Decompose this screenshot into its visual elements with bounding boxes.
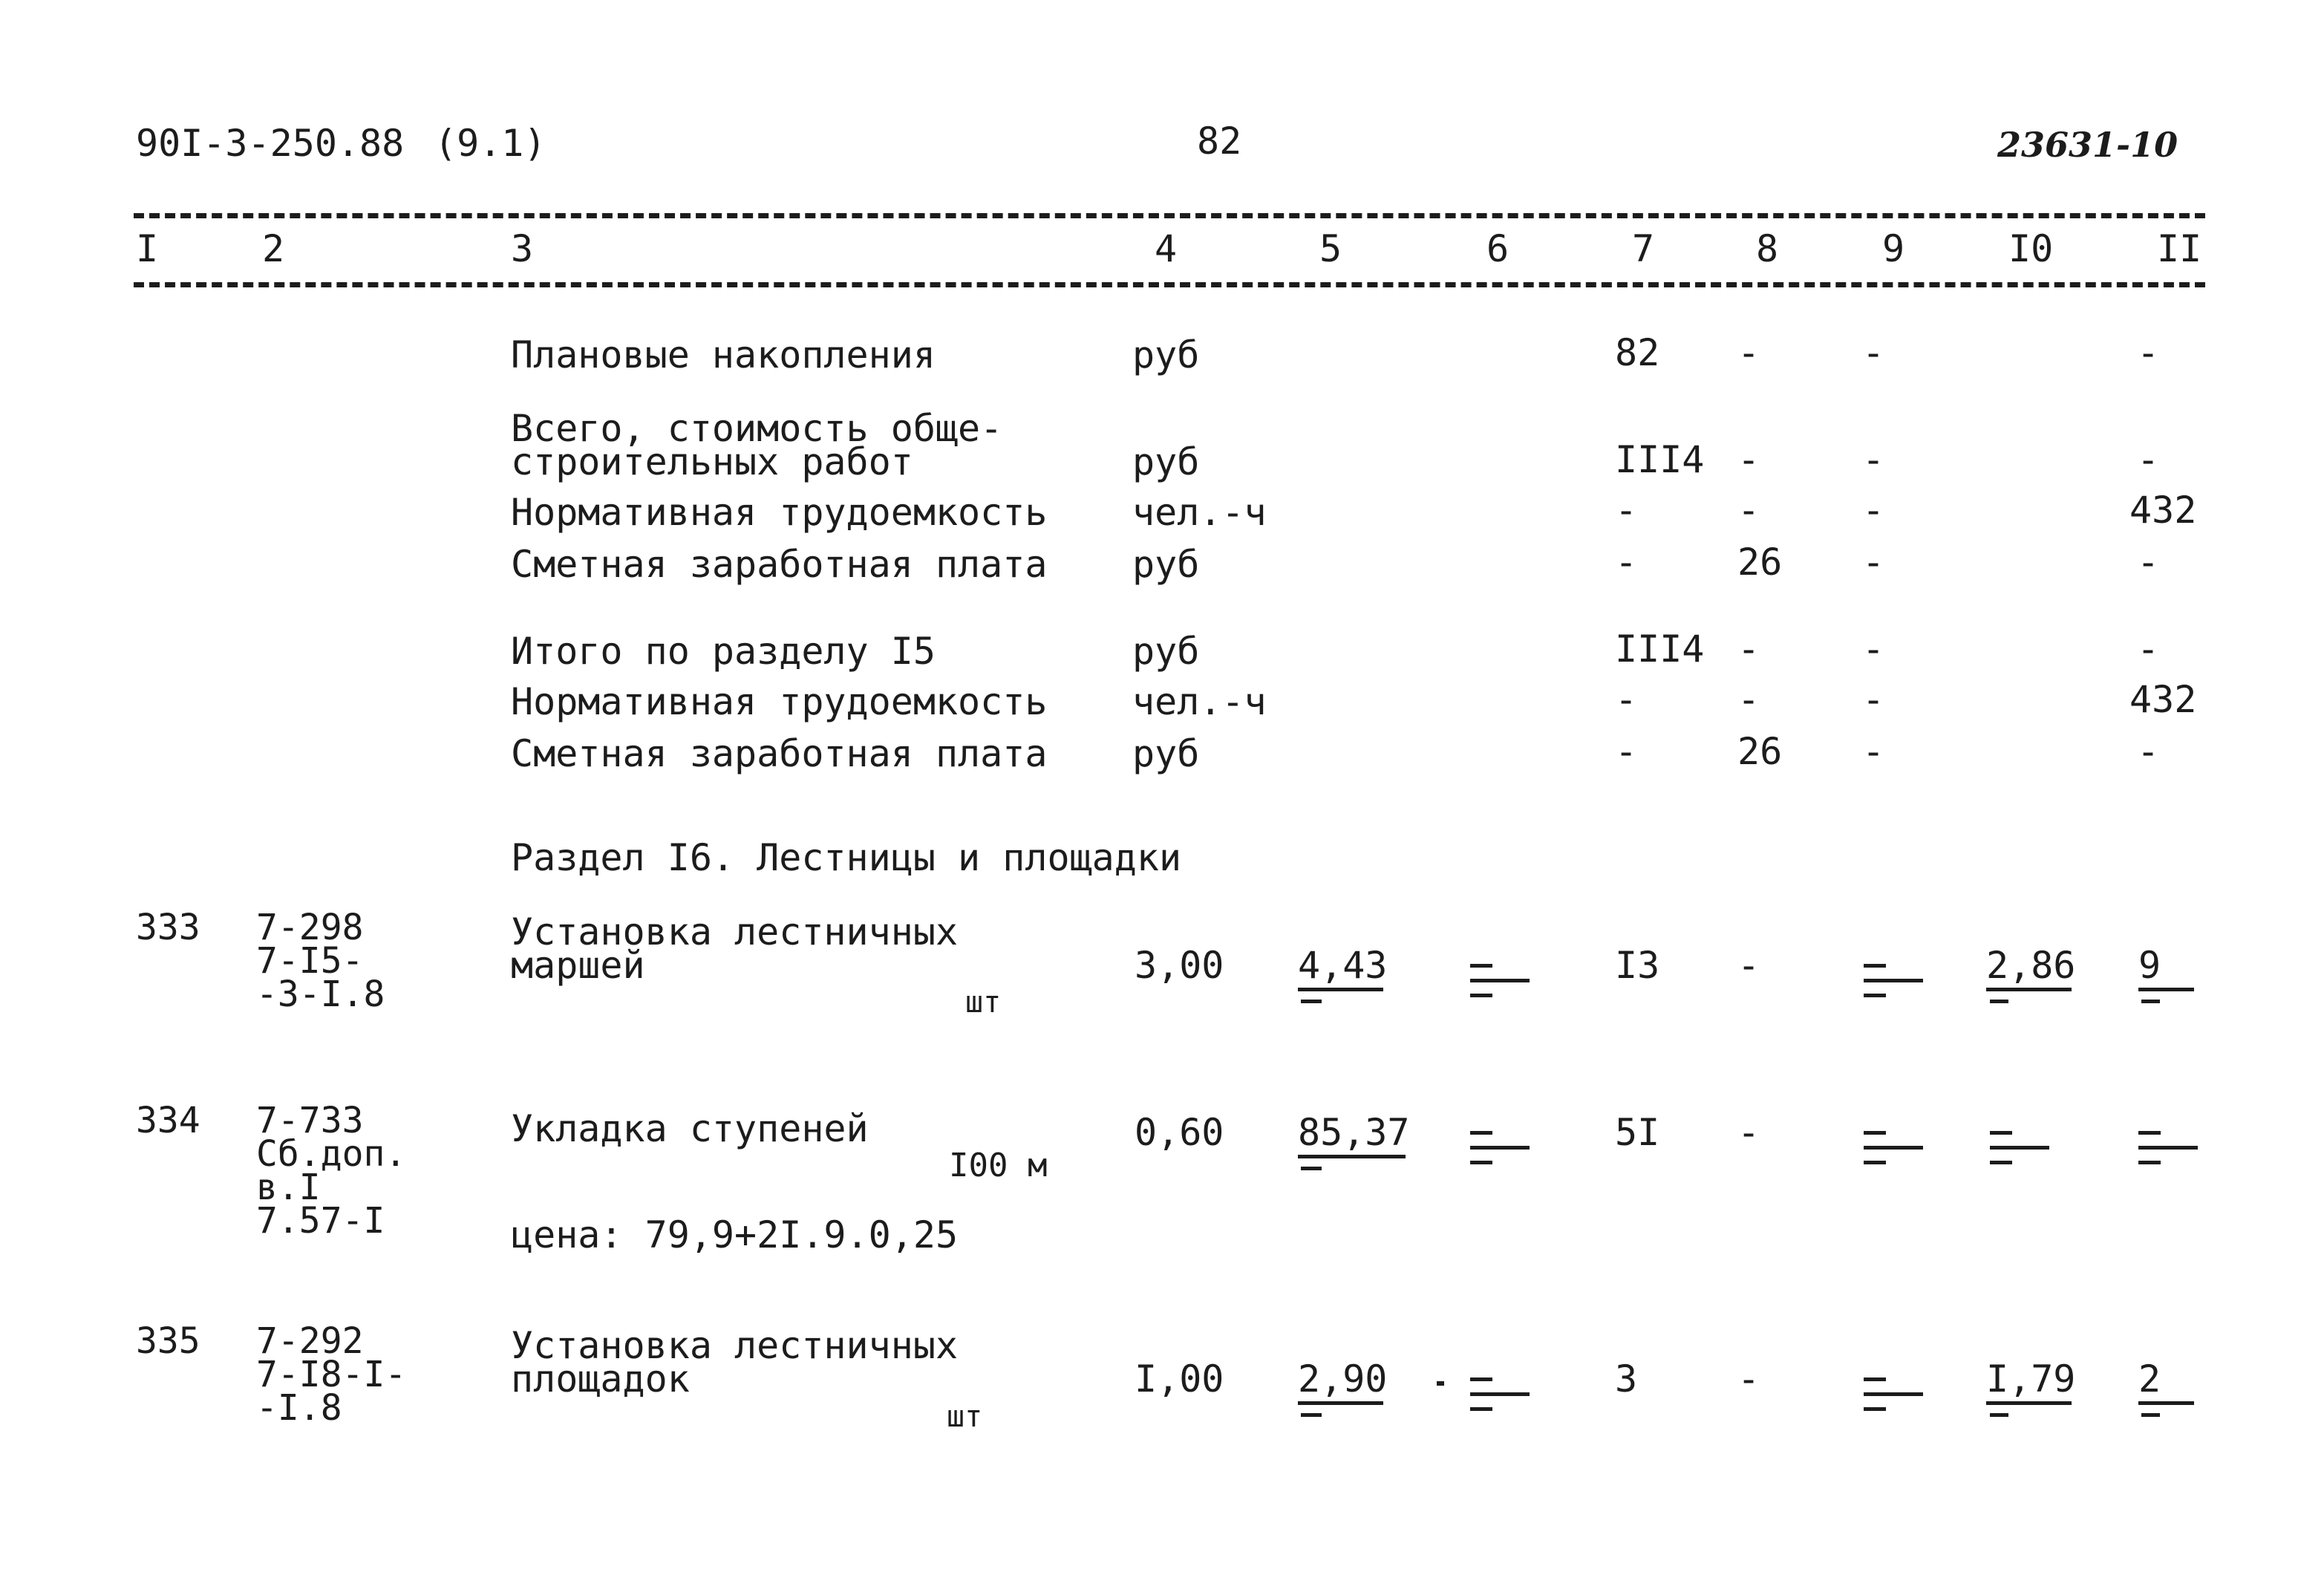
summary-unit: руб [1132, 543, 1200, 586]
column-header: 2 [262, 227, 285, 270]
summary-unit: чел.-ч [1132, 491, 1267, 534]
summary-unit: чел.-ч [1132, 680, 1267, 723]
dash-mark [1864, 1161, 1886, 1164]
row-unit-price: 85,37 [1298, 1111, 1410, 1154]
summary-unit: руб [1132, 440, 1200, 483]
dash-mark [1864, 1407, 1886, 1411]
dash-mark [1470, 1146, 1530, 1150]
dash-mark [1990, 1146, 2049, 1150]
summary-label: Всего, стоимость обще- [511, 407, 1003, 450]
dash-mark [1864, 964, 1886, 968]
underline-mark [1301, 1167, 1322, 1170]
summary-col8: - [1737, 489, 1760, 532]
summary-col11: - [2137, 627, 2160, 671]
summary-col7: III4 [1615, 627, 1705, 671]
row-code: 7.57-I [256, 1200, 385, 1242]
header-top-rule [134, 213, 2205, 218]
row-unit-price: 4,43 [1298, 944, 1388, 987]
column-header: 7 [1632, 227, 1655, 270]
dash-mark [1470, 1378, 1492, 1381]
stray-dot [1437, 1381, 1444, 1386]
underline-mark [1990, 1413, 2008, 1417]
summary-label: Нормативная трудоемкость [511, 680, 1048, 723]
handwritten-stamp: 23631-10 [1997, 125, 2178, 165]
summary-label: Сметная заработная плата [511, 732, 1048, 775]
dash-mark [1864, 979, 1923, 982]
row-number: 334 [136, 1100, 200, 1141]
header-bottom-rule [134, 282, 2205, 287]
row-code: 7-I5- [256, 940, 364, 982]
summary-col7: III4 [1615, 438, 1705, 481]
row-name: Установка лестничных [511, 910, 959, 953]
row-code: 7-298 [256, 907, 364, 948]
row-code: 7-292 [256, 1320, 364, 1362]
summary-col7: - [1615, 489, 1638, 532]
row-quantity: 0,60 [1135, 1111, 1224, 1154]
summary-label: Сметная заработная плата [511, 543, 1048, 586]
dash-mark [1470, 1131, 1492, 1135]
dash-mark [1470, 979, 1530, 982]
underline-mark [2138, 1401, 2194, 1405]
underline-mark [1986, 1401, 2072, 1405]
row-name: площадок [511, 1357, 690, 1401]
dash-mark [1990, 1131, 2012, 1135]
summary-col11: - [2137, 730, 2160, 773]
column-header: I [136, 227, 159, 270]
underline-mark [1301, 1000, 1322, 1003]
column-header: II [2157, 227, 2202, 270]
column-header: 3 [511, 227, 534, 270]
row-col8: - [1737, 1357, 1760, 1401]
summary-col11: - [2137, 331, 2160, 374]
summary-col11: 432 [2129, 678, 2197, 721]
summary-col9: - [1862, 627, 1885, 671]
summary-col9: - [1862, 331, 1885, 374]
row-unit: шт [965, 985, 1002, 1020]
summary-unit: руб [1132, 333, 1200, 376]
summary-col8: - [1737, 627, 1760, 671]
summary-col8: - [1737, 331, 1760, 374]
row-col10: I,79 [1986, 1357, 2076, 1401]
dash-mark [1470, 964, 1492, 968]
underline-mark [2141, 1000, 2160, 1003]
column-header: 8 [1756, 227, 1779, 270]
row-unit: I00 м [949, 1147, 1048, 1184]
row-unit-price: 2,90 [1298, 1357, 1388, 1401]
dash-mark [2138, 1161, 2161, 1164]
dash-mark [2138, 1131, 2161, 1135]
underline-mark [1298, 988, 1383, 991]
row-col11: 9 [2138, 944, 2161, 987]
page-number: 82 [1197, 120, 1242, 163]
row-total: 3 [1615, 1357, 1638, 1401]
dash-mark [1864, 994, 1886, 997]
underline-mark [1986, 988, 2072, 991]
summary-col7: - [1615, 678, 1638, 721]
underline-mark [1298, 1155, 1406, 1158]
row-col10: 2,86 [1986, 944, 2076, 987]
underline-mark [1298, 1401, 1383, 1405]
dash-mark [1470, 1161, 1492, 1164]
row-quantity: 3,00 [1135, 944, 1224, 987]
row-name: Укладка ступеней [511, 1107, 869, 1150]
underline-mark [2141, 1413, 2160, 1417]
row-total: I3 [1615, 944, 1660, 987]
row-number: 335 [136, 1320, 200, 1362]
dash-mark [1470, 1392, 1530, 1396]
column-header: I0 [2008, 227, 2054, 270]
row-code: 7-733 [256, 1100, 364, 1141]
summary-label: строительных работ [511, 440, 913, 483]
summary-unit: руб [1132, 732, 1200, 775]
summary-col11: - [2137, 438, 2160, 481]
column-header: 5 [1319, 227, 1342, 270]
dash-mark [2138, 1146, 2198, 1150]
dash-mark [1470, 994, 1492, 997]
row-col11: 2 [2138, 1357, 2161, 1401]
summary-label: Плановые накопления [511, 333, 936, 376]
row-price-note: цена: 79,9+2I.9.0,25 [511, 1213, 959, 1256]
summary-label: Нормативная трудоемкость [511, 491, 1048, 534]
column-header: 9 [1882, 227, 1905, 270]
dash-mark [1864, 1146, 1923, 1150]
summary-col11: - [2137, 541, 2160, 584]
summary-col9: - [1862, 541, 1885, 584]
summary-col9: - [1862, 678, 1885, 721]
row-total: 5I [1615, 1111, 1660, 1154]
row-code: 7-I8-I- [256, 1354, 407, 1395]
summary-col8: - [1737, 438, 1760, 481]
summary-label: Итого по разделу I5 [511, 630, 936, 673]
dash-mark [1990, 1161, 2012, 1164]
row-number: 333 [136, 907, 200, 948]
column-header: 6 [1486, 227, 1509, 270]
summary-col7: - [1615, 730, 1638, 773]
summary-col7: 82 [1615, 331, 1660, 374]
summary-col8: - [1737, 678, 1760, 721]
dash-mark [1470, 1407, 1492, 1411]
row-unit: шт [947, 1400, 983, 1434]
underline-mark [2138, 988, 2194, 991]
column-header: 4 [1155, 227, 1178, 270]
row-code: Сб.доп. [256, 1133, 407, 1175]
dash-mark [1864, 1378, 1886, 1381]
summary-col8: 26 [1737, 730, 1783, 773]
summary-col9: - [1862, 438, 1885, 481]
row-name: Установка лестничных [511, 1324, 959, 1367]
summary-col9: - [1862, 730, 1885, 773]
dash-mark [1864, 1131, 1886, 1135]
section-title: Раздел I6. Лестницы и площадки [511, 836, 1182, 879]
summary-unit: руб [1132, 630, 1200, 673]
row-code: -I.8 [256, 1387, 342, 1429]
row-col8: - [1737, 944, 1760, 987]
row-code: в.I [256, 1167, 321, 1208]
document-code: 90I-3-250.88 [136, 122, 405, 165]
summary-col8: 26 [1737, 541, 1783, 584]
row-col8: - [1737, 1111, 1760, 1154]
dash-mark [1864, 1392, 1923, 1396]
document-section: (9.1) [434, 122, 546, 165]
underline-mark [1301, 1413, 1322, 1417]
summary-col9: - [1862, 489, 1885, 532]
row-code: -3-I.8 [256, 974, 385, 1015]
underline-mark [1990, 1000, 2008, 1003]
summary-col11: 432 [2129, 489, 2197, 532]
summary-col7: - [1615, 541, 1638, 584]
row-quantity: I,00 [1135, 1357, 1224, 1401]
row-name: маршей [511, 944, 645, 987]
